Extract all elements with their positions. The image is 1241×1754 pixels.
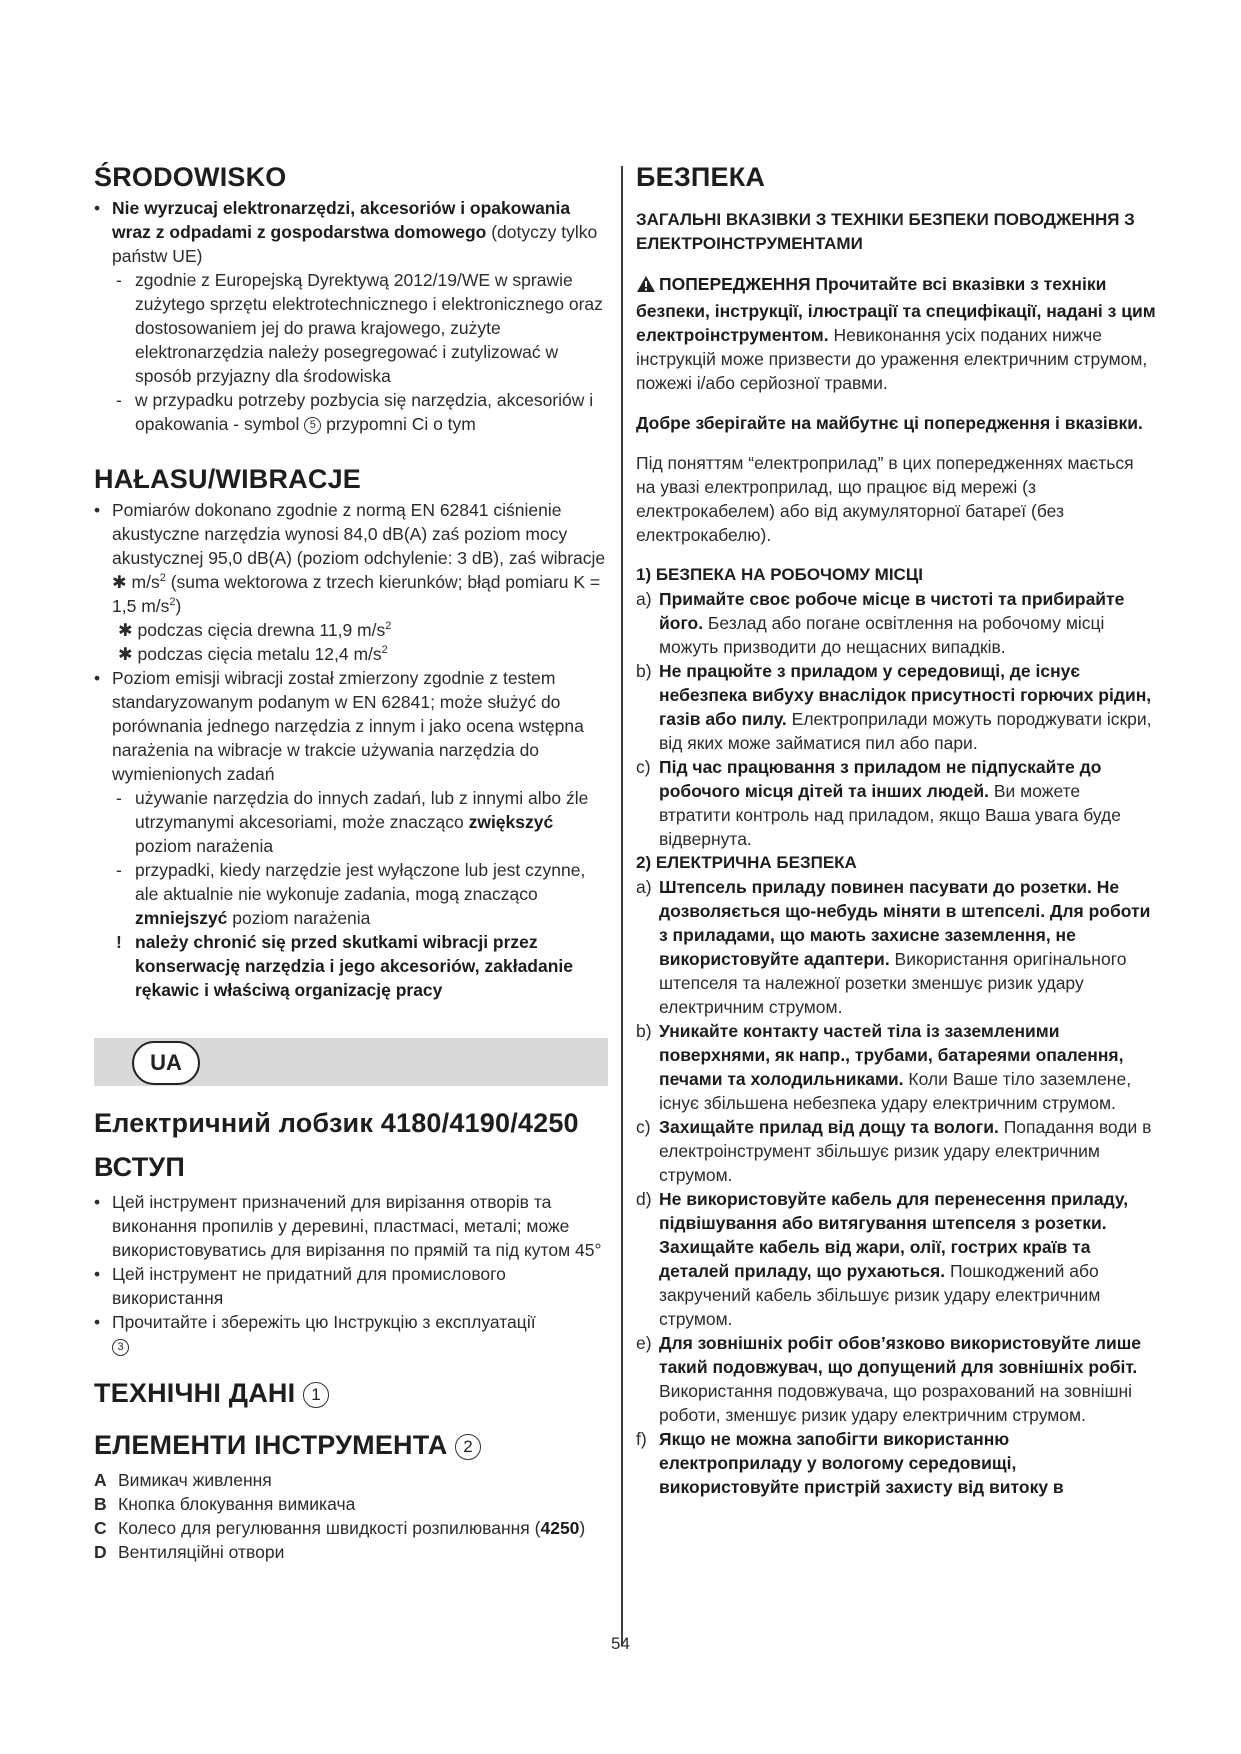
text: Безлад або погане освітлення на робочому місці можуть призводити до нещасних випадків. — [659, 613, 1105, 657]
bold-text: Не працюйте з приладом у середовищі, де існує небезпека вибуху внаслідок присутності горючих рідин, газів або пилу. — [659, 661, 1152, 729]
list-item — [94, 1516, 608, 1540]
bold-text: Не використовуйте кабель для перенесення приладу, підвішування або витягування штепселя з розетки. Захищайте кабель від жари, олії, гострих країв та деталей приладу, що рухаються. — [659, 1189, 1129, 1281]
right-column — [636, 160, 1156, 1499]
item-marker: f) — [636, 1429, 647, 1449]
list-item — [94, 196, 608, 268]
item-marker: c) — [636, 757, 651, 777]
bold-text: Примайте своє робоче місце в чистоті та прибирайте його. — [659, 589, 1125, 633]
section-title-srodowisko: ŚRODOWISKO — [94, 162, 287, 192]
text: Вентиляційні отвори — [118, 1542, 285, 1562]
safety-subtitle: ЗАГАЛЬНІ ВКАЗІВКИ З ТЕХНІКИ БЕЗПЕКИ ПОВОДЖЕННЯ З ЕЛЕКТРОІНСТРУМЕНТАМИ — [636, 210, 1135, 253]
dash-item: - używanie narzędzia do innych zadań, lub z innymi albo źle utrzymanymi akcesoriami, może znacząco zwiększyć poziom narażenia — [116, 788, 589, 856]
text: Ви можете втратити контроль над приладом, якщо Ваша увага буде відвернута. — [659, 781, 1121, 849]
figure-ref-1: 1 — [303, 1382, 329, 1408]
figure-ref-5: 5 — [304, 417, 321, 434]
section-title-halas: HAŁASU/WIBRACJE — [94, 464, 362, 494]
item-key: B — [94, 1494, 107, 1514]
section-title-tech — [94, 1376, 608, 1410]
text: w przypadku potrzeby pozbycia się narzędzia, akcesoriów i opakowania - symbol — [135, 390, 594, 434]
item-marker: a) — [636, 877, 652, 897]
list-item — [94, 1310, 608, 1358]
list-item — [636, 659, 1156, 755]
definition-paragraph: Під поняттям “електроприлад” в цих попередженнях мається на увазі електроприлад, що працює від мережі (з електрокабелем) або від акумуляторної батареї (без електрокабелю). — [636, 453, 1134, 545]
text: Poziom emisji wibracji został zmierzony zgodnie z testem standaryzowanym podanym w EN 62841; może służyć do porównania jednego narzędzia z innym i jako ocena wstępna narażenia na wibracje w trakcie używania narzędzia do wymienionych zadań — [112, 668, 584, 784]
text: Вимикач живлення — [118, 1470, 272, 1490]
text: poziom narażenia — [135, 836, 274, 856]
item-key: C — [94, 1518, 107, 1538]
superscript: 2 — [385, 620, 392, 633]
section-title-vstup: ВСТУП — [94, 1152, 185, 1182]
text: używanie narzędzia do innych zadań, lub z innymi albo źle utrzymanymi akcesoriami, może znacząco — [135, 788, 589, 832]
list-item — [94, 1262, 608, 1310]
star-item — [94, 618, 608, 642]
bold-text: Nie wyrzucaj elektronarzędzi, akcesoriów i opakowania wraz z odpadami z gospodarstwa domowego — [112, 198, 571, 242]
list-item — [636, 1427, 1156, 1499]
text: (suma wektorowa z trzech kierunków; błąd pomiaru K = 1,5 m/s — [112, 572, 601, 616]
left-column — [94, 160, 608, 1564]
text: ) — [579, 1518, 586, 1538]
section-1-title: 1) БЕЗПЕКА НА РОБОЧОМУ МІСЦІ — [636, 565, 923, 584]
elements-list — [94, 1468, 608, 1564]
item-marker: c) — [636, 1117, 651, 1137]
list-item — [636, 875, 1156, 1019]
item-marker: b) — [636, 1021, 652, 1041]
text: ) — [175, 596, 182, 616]
bold-text: 4250 — [540, 1518, 580, 1538]
section-title-elements — [94, 1428, 608, 1462]
item-marker: b) — [636, 661, 652, 681]
text: Коли Ваше тіло заземлене, існує збільшена небезпека удару електричним струмом. — [659, 1069, 1132, 1113]
text: poziom narażenia — [227, 908, 371, 928]
dash-item: - w przypadku potrzeby pozbycia się narzędzia, akcesoriów i opakowania - symbol 5 przypomni Ci o tym — [116, 390, 594, 434]
list-item — [94, 666, 608, 786]
text: Використання подовжувача, що розрахований на зовнішні роботи, зменшує ризик удару електричним струмом. — [659, 1381, 1133, 1425]
list-item — [94, 1190, 608, 1262]
superscript: 2 — [169, 596, 176, 609]
language-bar — [94, 1038, 608, 1086]
list-item — [636, 1019, 1156, 1115]
warning-item: ! należy chronić się przed skutkami wibracji przez konserwację narzędzia i jego akcesoriów, zakładanie rękawic i właściwą organizację pracy — [116, 932, 574, 1000]
list-item — [636, 755, 1156, 851]
text: Колесо для регулювання швидкості розпилювання ( — [118, 1518, 541, 1538]
bold-text: zmniejszyć — [135, 908, 228, 928]
text: Pomiarów dokonano zgodnie z normą EN 62841 ciśnienie akustyczne narzędzia wynosi 84,0 dB(A) zaś poziom mocy akustycznej 95,0 dB(A) (poziom odchylenie: 3 dB), zaś wibracje ✱ m/s — [112, 500, 606, 592]
dash-item: - przypadki, kiedy narzędzie jest wyłączone lub jest czynne, ale aktualnie nie wykonuje zadania, mogą znacząco zmniejszyć poziom narażenia — [116, 860, 586, 928]
item-marker: d) — [636, 1189, 652, 1209]
bold-text: należy chronić się przed skutkami wibracji przez konserwację narzędzia i jego akcesoriów, zakładanie rękawic i właściwą organizację pracy — [135, 932, 574, 1000]
text: zgodnie z Europejską Dyrektywą 2012/19/WE w sprawie zużytego sprzętu elektrotechnicznego i elektronicznego oraz dostosowaniem jej do prawa krajowego, zużyte elektronarzędzia należy posegregować i zutylizować w sposób przyjazny dla środowiska — [135, 270, 603, 386]
superscript: 2 — [159, 572, 166, 585]
text: Прочитайте і збережіть цю Інструкцію з експлуатації — [112, 1312, 536, 1332]
warning-icon — [636, 275, 656, 299]
bold-text: Для зовнішніх робіт обов’язково використовуйте лише такий подовжувач, що допущений для зовнішніх робіт. — [659, 1333, 1142, 1377]
section-title-bezpeka: БЕЗПЕКА — [636, 162, 766, 192]
figure-ref-3: 3 — [112, 1339, 129, 1356]
bold-text: Під час працювання з приладом не підпускайте до робочого місця дітей та інших людей. — [659, 757, 1102, 801]
list-item — [636, 1331, 1156, 1427]
text: przypadki, kiedy narzędzie jest wyłączone lub jest czynne, ale aktualnie nie wykonuje zadania, mogą znacząco — [135, 860, 586, 904]
warning-paragraph — [636, 272, 1156, 395]
text: Кнопка блокування вимикача — [118, 1494, 356, 1514]
star-item — [94, 642, 608, 666]
text: Цей інструмент не придатний для промислового використання — [112, 1264, 506, 1308]
text: Використання оригінального штепселя та належної розетки зменшує ризик удару електричним струмом. — [659, 949, 1127, 1017]
bold-text: Уникайте контакту частей тіла із заземленими поверхнями, як напр., трубами, батареями опалення, печами та холодильниками. — [659, 1021, 1124, 1089]
item-marker: e) — [636, 1333, 652, 1353]
list-item — [636, 1115, 1156, 1187]
list-item — [94, 1492, 608, 1516]
figure-ref-2: 2 — [455, 1434, 481, 1460]
text: Пошкоджений або закручений кабель збільшує ризик удару електричним струмом. — [659, 1261, 1101, 1329]
page-number: 54 — [611, 1634, 630, 1653]
bold-text: Штепсель приладу повинен пасувати до розетки. Не дозволяється що-небудь міняти в штепселі. Для роботи з приладами, що мають захисне заземлення, не використовуйте адаптери. — [659, 877, 1151, 969]
list-item — [94, 1540, 608, 1564]
text: ✱ podczas cięcia metalu 12,4 m/s — [118, 644, 382, 664]
language-badge: UA — [132, 1041, 200, 1085]
text: (dotyczy tylko państw UE) — [112, 222, 598, 266]
text: Електроприлади можуть породжувати іскри, від яких може займатися пил або пари. — [659, 709, 1152, 753]
item-key: A — [94, 1470, 107, 1490]
section-2-title: 2) ЕЛЕКТРИЧНА БЕЗПЕКА — [636, 853, 857, 872]
list-item — [94, 1468, 608, 1492]
text: Цей інструмент призначений для вирізання отворів та виконання пропилів у деревині, пластмасі, металі; може використовуватись для вирізання по прямій та під кутом 45° — [112, 1192, 602, 1260]
bold-text: Якщо не можна запобігти використанню електроприладу у вологому середовищі, використовуйте пристрій захисту від витоку в — [659, 1429, 1064, 1497]
superscript: 2 — [381, 644, 388, 657]
bold-text: zwiększyć — [468, 812, 554, 832]
text: ✱ podczas cięcia drewna 11,9 m/s — [118, 620, 386, 640]
product-title: Електричний лобзик 4180/4190/4250 — [94, 1108, 579, 1138]
text: Попадання води в електроінструмент збільшує ризик удару електричним струмом. — [659, 1117, 1152, 1185]
text: ТЕХНІЧНІ ДАНІ — [94, 1378, 296, 1408]
column-divider — [621, 166, 623, 1646]
list-item — [636, 587, 1156, 659]
item-marker: a) — [636, 589, 652, 609]
bold-text: ПОПЕРЕДЖЕННЯ Прочитайте всі вказівки з техніки безпеки, інструкції, ілюстрації та специфікації, надані з цим електроінструментом. — [636, 274, 1156, 345]
text: Невиконання усіх поданих нижче інструкцій може призвести до ураження електричним струмом, пожежі і/або серйозної травми. — [636, 325, 1148, 393]
keep-instructions: Добре зберігайте на майбутнє ці попередження і вказівки. — [636, 413, 1143, 433]
list-item — [636, 1187, 1156, 1331]
dash-item: - zgodnie z Europejską Dyrektywą 2012/19/WE w sprawie zużytego sprzętu elektrotechnicznego i elektronicznego oraz dostosowaniem jej do prawa krajowego, zużyte elektronarzędzia należy posegregować i zutylizować w sposób przyjazny dla środowiska — [116, 270, 603, 386]
item-key: D — [94, 1542, 107, 1562]
text: przypomni Ci o tym — [321, 414, 476, 434]
list-item — [94, 498, 608, 618]
text: ЕЛЕМЕНТИ ІНСТРУМЕНТА — [94, 1430, 448, 1460]
bold-text: Захищайте прилад від дощу та вологи. — [659, 1117, 999, 1137]
